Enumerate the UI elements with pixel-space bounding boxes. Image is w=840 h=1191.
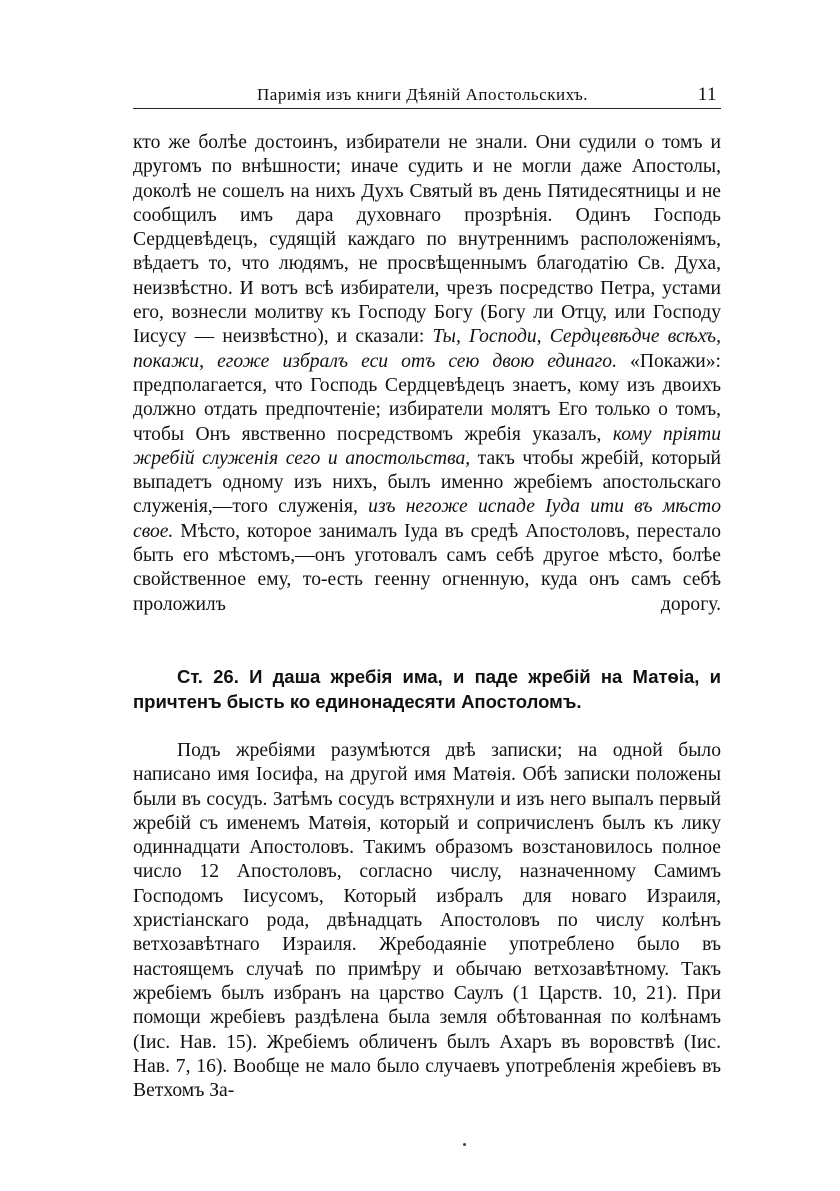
running-title: Паримія изъ книги Дѣяній Апостольскихъ. <box>257 85 588 104</box>
scripture-quote: кому пріяти жребій служенія сего и апостольства, <box>133 423 721 469</box>
page-number: 11 <box>697 84 717 105</box>
running-header <box>133 84 721 109</box>
paragraph-text: «Покажи»: предполагается, что Господь Сердцевѣдецъ знаетъ, кому изъ двоихъ должно отдать предпочтеніе; избиратели молятъ Его только о томъ, чтобы Онъ явственно посредствомъ жребія указалъ, <box>133 350 721 445</box>
commentary-paragraph-2 <box>133 739 721 1103</box>
paragraph-text: Мѣсто, которое занималъ Іуда въ средѣ Апостоловъ, перестало быть его мѣстомъ,—онъ уготовалъ самъ себѣ другое мѣсто, болѣе свойственное ему, то-есть геенну огненную, куда онъ самъ себѣ проложилъ дорогу. <box>133 520 721 615</box>
paragraph-text: такъ чтобы жребій, который выпадетъ одному изъ нихъ, былъ именно жребіемъ апостольскаго служенія,—того служенія, <box>133 447 721 518</box>
paragraph-text: Подъ жребіями разумѣются двѣ записки; на одной было написано имя Іосифа, на другой имя Матѳія. Обѣ записки положены были въ сосудъ. Затѣмъ сосудъ встряхнули и изъ него выпалъ первый жребій съ именемъ Матѳія, который и сопричисленъ былъ къ лику одиннадцати Апостоловъ. Такимъ образомъ возстановилось полное число 12 Апостоловъ, согласно числу, назначенному Самимъ Господомъ Іисусомъ, Который избралъ для новаго Израиля, христіанскаго рода, двѣнадцать Апостоловъ по числу колѣнъ ветхозавѣтнаго Израиля. Жребодаяніе употреблено было въ настоящемъ случаѣ по примѣру и обычаю ветхозавѣтному. Такъ жребіемъ былъ избранъ на царство Саулъ (1 Царств. 10, 21). При помощи жребіевъ раздѣлена была земля обѣтованная по колѣнамъ (Іис. Нав. 15). Жребіемъ обличенъ былъ Ахаръ въ воровствѣ (Іис. Нав. 7, 16). Вообще не мало было случаевъ употребленія жребіевъ въ Ветхомъ За- <box>133 740 721 1102</box>
paragraph-text: кто же болѣе достоинъ, избиратели не знали. Они судили о томъ и другомъ по внѣшности; иначе судить и не могли даже Апостолы, доколѣ не сошелъ на нихъ Духъ Святый въ день Пятидесятницы и не сообщилъ имъ дара духовнаго прозрѣнія. Одинъ Господь Сердцевѣдецъ, судящій каждаго по внутреннимъ расположеніямъ, вѣдаетъ то, что людямъ, не просвѣщеннымъ благодатію Св. Духа, неизвѣстно. И вотъ всѣ избиратели, чрезъ посредство Петра, устами его, вознесли молитву къ Господу Богу (Богу ли Отцу, или Господу Іисусу — неизвѣстно), и сказали: <box>133 132 721 348</box>
commentary-paragraph-1 <box>133 131 721 617</box>
print-speck <box>463 1143 466 1146</box>
verse-heading: Ст. 26. И даша жребія има, и паде жребій на Матѳіа, и причтенъ бысть ко единонадесяти Апостоломъ. <box>133 666 721 712</box>
scripture-quote: изъ негоже испаде Іуда ити въ мѣсто свое. <box>133 496 722 542</box>
scripture-quote: Ты, Господи, Сердцевѣдче всѣхъ, покажи, егоже избралъ еси отъ сею двою единаго. <box>133 326 721 372</box>
